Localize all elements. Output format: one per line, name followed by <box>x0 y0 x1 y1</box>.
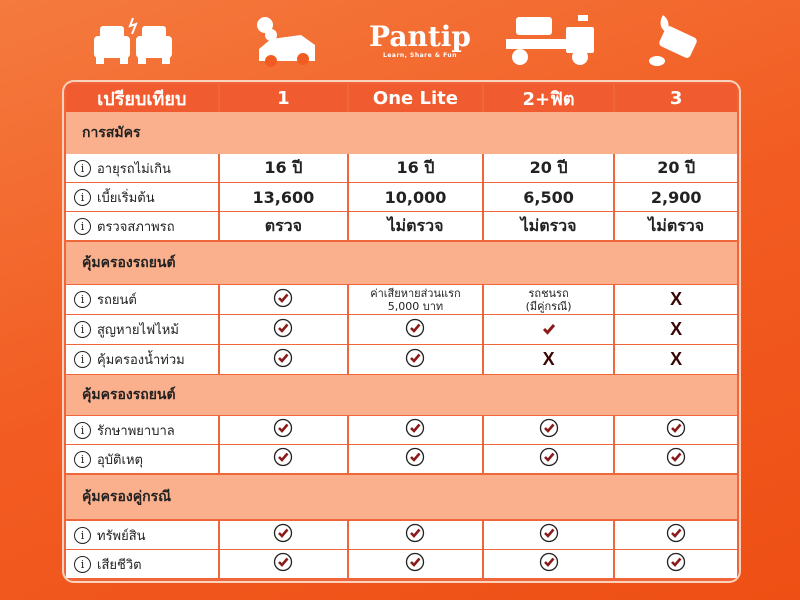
value-cell <box>349 285 482 314</box>
value-cell <box>615 285 737 314</box>
table-row <box>66 550 737 578</box>
check-circle-icon <box>273 288 293 312</box>
value-cell <box>615 416 737 444</box>
value-cell <box>349 445 482 473</box>
row-label-cell <box>66 550 218 578</box>
car-crash-icon <box>88 6 178 76</box>
value-cell <box>615 445 737 473</box>
row-label: เสียชีวิต <box>97 557 142 573</box>
cell-value: 6,500 <box>523 187 574 207</box>
cell-value: 13,600 <box>252 187 315 207</box>
check-circle-icon <box>539 447 559 471</box>
value-cell <box>615 521 737 549</box>
cross-icon: X <box>542 349 555 369</box>
row-label: ตรวจสภาพรถ <box>97 219 175 235</box>
value-cell <box>220 345 348 374</box>
row-label: อายุรถไม่เกิน <box>97 161 171 177</box>
cell-value: 2,900 <box>650 187 702 207</box>
row-label: อุบัติเหตุ <box>97 452 143 468</box>
value-cell <box>220 521 348 549</box>
comparison-table <box>62 80 741 583</box>
compare-header: เปรียบเทียบ <box>66 84 218 112</box>
info-icon[interactable]: i <box>74 451 91 468</box>
value-cell <box>484 550 614 578</box>
value-cell <box>484 183 614 211</box>
cell-value: 16 ปี <box>396 157 435 177</box>
cell-value: ไม่ตรวจ <box>648 215 705 235</box>
check-circle-icon <box>405 552 425 576</box>
info-icon[interactable]: i <box>74 556 91 573</box>
section-header: คุ้มครองคู่กรณี <box>66 475 737 519</box>
row-label: รักษาพยาบาล <box>97 423 175 439</box>
value-cell <box>349 521 482 549</box>
info-icon[interactable]: i <box>74 218 91 235</box>
value-cell <box>615 154 737 182</box>
tow-truck-icon <box>500 6 600 76</box>
check-circle-icon <box>273 447 293 471</box>
info-icon[interactable]: i <box>74 189 91 206</box>
value-cell <box>484 445 614 473</box>
table-row <box>66 183 737 211</box>
header-illustrations <box>0 6 800 76</box>
row-label-cell <box>66 315 218 344</box>
value-cell <box>484 212 614 240</box>
value-cell <box>615 212 737 240</box>
value-cell <box>615 345 737 374</box>
row-label-cell <box>66 154 218 182</box>
value-cell <box>615 315 737 344</box>
value-cell <box>349 416 482 444</box>
table-row <box>66 154 737 182</box>
value-cell <box>615 183 737 211</box>
plan-header-4: 3 <box>615 84 737 112</box>
check-circle-icon <box>273 418 293 442</box>
value-cell <box>484 315 614 344</box>
row-label: คุ้มครองน้ำท่วม <box>97 353 185 368</box>
info-icon[interactable]: i <box>74 321 91 338</box>
check-circle-icon <box>405 318 425 342</box>
cross-icon: X <box>670 349 683 369</box>
check-circle-icon <box>539 552 559 576</box>
check-circle-icon <box>666 418 686 442</box>
table-row <box>66 212 737 240</box>
cross-icon: X <box>670 319 683 339</box>
value-cell <box>220 212 348 240</box>
cell-value: ไม่ตรวจ <box>520 215 577 235</box>
table-row <box>66 345 737 374</box>
cell-value: รถชนรถ (มีคู่กรณี) <box>525 286 572 313</box>
value-cell <box>220 416 348 444</box>
row-label-cell <box>66 445 218 473</box>
row-label-cell <box>66 183 218 211</box>
check-circle-icon <box>405 348 425 372</box>
cross-icon: X <box>670 289 683 309</box>
table-row <box>66 285 737 314</box>
value-cell <box>349 154 482 182</box>
value-cell <box>349 315 482 344</box>
cell-value: 20 ปี <box>529 157 568 177</box>
value-cell <box>484 521 614 549</box>
check-circle-icon <box>273 552 293 576</box>
table-row <box>66 445 737 473</box>
row-label: เบี้ยเริ่มต้น <box>97 190 155 206</box>
broken-car-icon <box>250 6 320 76</box>
row-label-cell <box>66 416 218 444</box>
value-cell <box>484 154 614 182</box>
check-circle-icon <box>539 418 559 442</box>
info-icon[interactable]: i <box>74 160 91 177</box>
cell-value: 10,000 <box>384 187 447 207</box>
cell-value: 20 ปี <box>657 157 696 177</box>
check-icon <box>542 320 556 339</box>
check-circle-icon <box>273 348 293 372</box>
check-circle-icon <box>405 523 425 547</box>
info-icon[interactable]: i <box>74 527 91 544</box>
value-cell <box>220 315 348 344</box>
table-row <box>66 521 737 549</box>
check-circle-icon <box>405 418 425 442</box>
value-cell <box>349 183 482 211</box>
check-circle-icon <box>666 552 686 576</box>
table-row <box>66 315 737 344</box>
row-label: รถยนต์ <box>97 293 137 308</box>
plan-header-3: 2+ฟิต <box>484 84 614 112</box>
row-label: ทรัพย์สิน <box>97 528 146 544</box>
value-cell <box>484 416 614 444</box>
cell-value: ตรวจ <box>264 215 303 235</box>
value-cell <box>484 285 614 314</box>
check-circle-icon <box>666 523 686 547</box>
value-cell <box>615 550 737 578</box>
check-circle-icon <box>405 447 425 471</box>
value-cell <box>349 345 482 374</box>
plan-header-1: 1 <box>220 84 348 112</box>
value-cell <box>220 550 348 578</box>
value-cell <box>220 445 348 473</box>
cell-value: ไม่ตรวจ <box>387 215 444 235</box>
row-label-cell <box>66 521 218 549</box>
section-header: การสมัคร <box>66 112 737 154</box>
check-circle-icon <box>539 523 559 547</box>
pantip-logo: Pantip Learn, Share & Fun <box>369 20 471 59</box>
table-header-row <box>66 84 737 112</box>
row-label-cell <box>66 212 218 240</box>
check-circle-icon <box>273 318 293 342</box>
row-label: สูญหายไฟไหม้ <box>97 323 179 338</box>
check-circle-icon <box>273 523 293 547</box>
info-icon[interactable]: i <box>74 422 91 439</box>
value-cell <box>349 212 482 240</box>
value-cell <box>484 345 614 374</box>
value-cell <box>220 285 348 314</box>
value-cell <box>220 183 348 211</box>
value-cell <box>349 550 482 578</box>
check-circle-icon <box>666 447 686 471</box>
cell-value: 16 ปี <box>264 157 303 177</box>
info-icon[interactable]: i <box>74 351 91 368</box>
plan-header-2: One Lite <box>349 84 482 112</box>
info-icon[interactable]: i <box>74 291 91 308</box>
value-cell <box>220 154 348 182</box>
cell-value: ค่าเสียหายส่วนแรก 5,000 บาท <box>370 286 461 313</box>
table-row <box>66 416 737 444</box>
row-label-cell <box>66 345 218 374</box>
row-label-cell <box>66 285 218 314</box>
section-header: คุ้มครองรถยนต์ <box>66 242 737 284</box>
car-fire-icon <box>640 6 710 76</box>
section-header: คุ้มครองรถยนต์ <box>66 375 737 415</box>
